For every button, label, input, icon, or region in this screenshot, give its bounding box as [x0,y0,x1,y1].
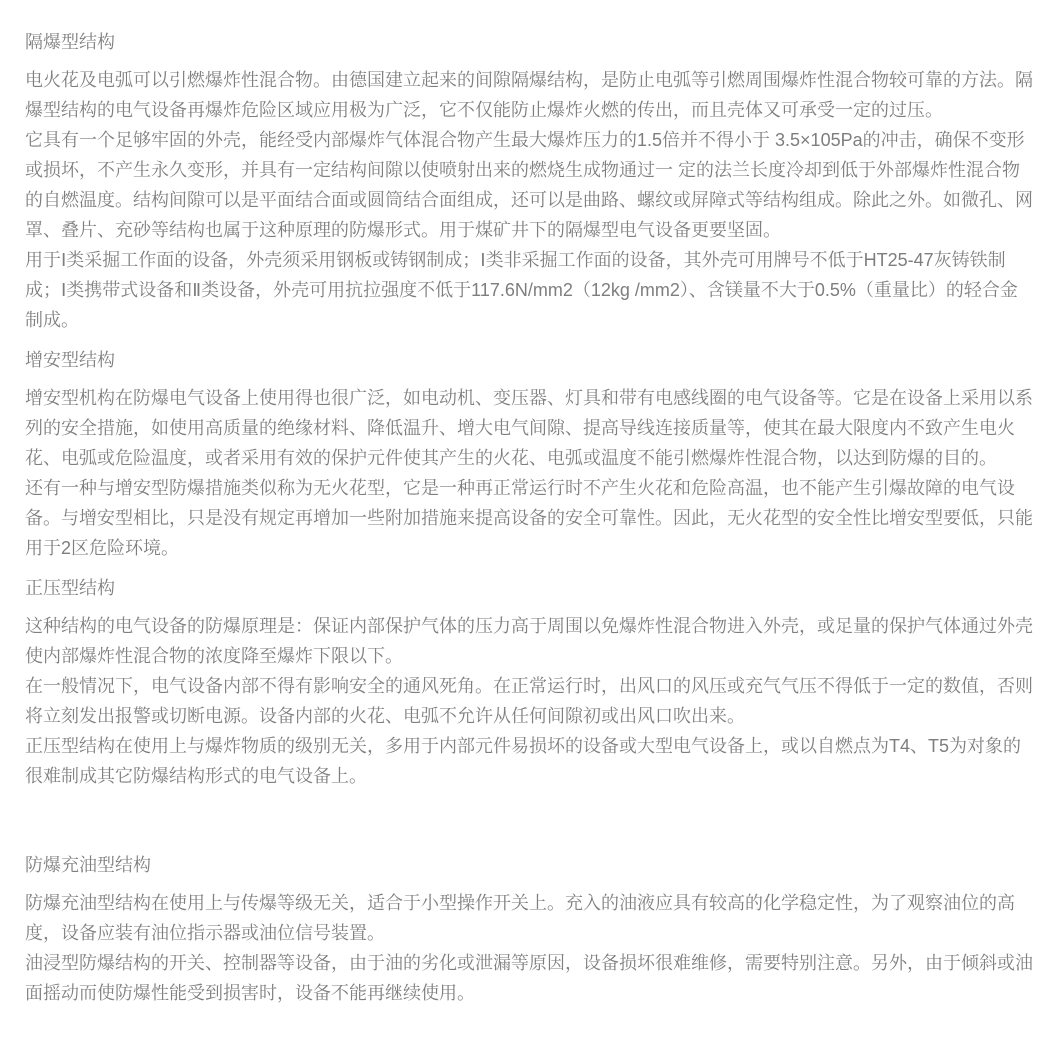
section-title-oil-filled: 防爆充油型结构 [25,855,151,875]
section-title-flameproof: 隔爆型结构 [25,32,115,52]
paragraph-increased-safety-1: 增安型机构在防爆电气设备上使用得也很广泛，如电动机、变压器、灯具和带有电感线圈的电气设备等。它是在设备上采用以系列的安全措施，如使用高质量的绝缘材料、降低温升、增大电气间隙、提高导线连接质量等，使其在最大限度内不致产生电火花、电弧或危险温度，或者采用有效的保护元件使其产生的火花、电弧或温度不能引燃爆炸性混合物，以达到防爆的目的。 [25,388,1033,468]
paragraph-pressurized-2: 在一般情况下，电气设备内部不得有影响安全的通风死角。在正常运行时，出风口的风压或充气气压不得低于一定的数值，否则将立刻发出报警或切断电源。设备内部的火花、电弧不允许从任何间隙初或出风口吹出来。 [25,676,1033,726]
section-title-pressurized: 正压型结构 [25,578,115,598]
paragraph-flameproof-2: 它具有一个足够牢固的外壳，能经受内部爆炸气体混合物产生最大爆炸压力的1.5倍并不得小于 3.5×105Pa的冲击，确保不变形或损坏，不产生永久变形，并具有一定结构间隙以使喷射出来的燃烧生成物通过一 定的法兰长度冷却到低于外部爆炸性混合物的自燃温度。结构间隙可以是平面结合面或圆筒结合面组成，还可以是曲路、螺纹或屏障式等结构组成。除此之外。如微孔、网罩、叠片、充砂等结构也属于这种原理的防爆形式。用于煤矿井下的隔爆型电气设备更要坚固。 [25,130,1033,240]
section-title-increased-safety: 增安型结构 [25,350,115,370]
paragraph-increased-safety-2: 还有一种与增安型防爆措施类似称为无火花型，它是一种再正常运行时不产生火花和危险高温，也不能产生引爆故障的电气设备。与增安型相比，只是没有规定再增加一些附加措施来提高设备的安全可靠性。因此，无火花型的安全性比增安型要低，只能用于2区危险环境。 [25,478,1033,558]
paragraph-oil-filled-2: 油浸型防爆结构的开关、控制器等设备，由于油的劣化或泄漏等原因，设备损坏很难维修，需要特别注意。另外，由于倾斜或油面摇动而使防爆性能受到损害时，设备不能再继续使用。 [25,953,1033,1003]
paragraph-flameproof-1: 电火花及电弧可以引燃爆炸性混合物。由德国建立起来的间隙隔爆结构，是防止电弧等引燃周围爆炸性混合物较可靠的方法。隔爆型结构的电气设备再爆炸危险区域应用极为广泛，它不仅能防止爆炸火燃的传出，而且壳体又可承受一定的过压。 [25,70,1033,120]
paragraph-pressurized-3: 正压型结构在使用上与爆炸物质的级别无关，多用于内部元件易损坏的设备或大型电气设备上，或以自燃点为T4、T5为对象的很难制成其它防爆结构形式的电气设备上。 [25,736,1022,786]
paragraph-pressurized-1: 这种结构的电气设备的防爆原理是：保证内部保护气体的压力高于周围以免爆炸性混合物进入外壳，或足量的保护气体通过外壳使内部爆炸性混合物的浓度降至爆炸下限以下。 [25,616,1033,666]
paragraph-flameproof-3: 用于Ⅰ类采掘工作面的设备，外壳须采用钢板或铸钢制成；Ⅰ类非采掘工作面的设备，其外壳可用牌号不低于HT25-47灰铸铁制成；Ⅰ类携带式设备和Ⅱ类设备，外壳可用抗拉强度不低于117.6N/mm2（12kg /mm2）、含镁量不大于0.5%（重量比）的轻合金制成。 [25,250,1018,330]
paragraph-oil-filled-1: 防爆充油型结构在使用上与传爆等级无关，适合于小型操作开关上。充入的油液应具有较高的化学稳定性，为了观察油位的高度，设备应装有油位指示器或油位信号装置。 [25,893,1015,943]
